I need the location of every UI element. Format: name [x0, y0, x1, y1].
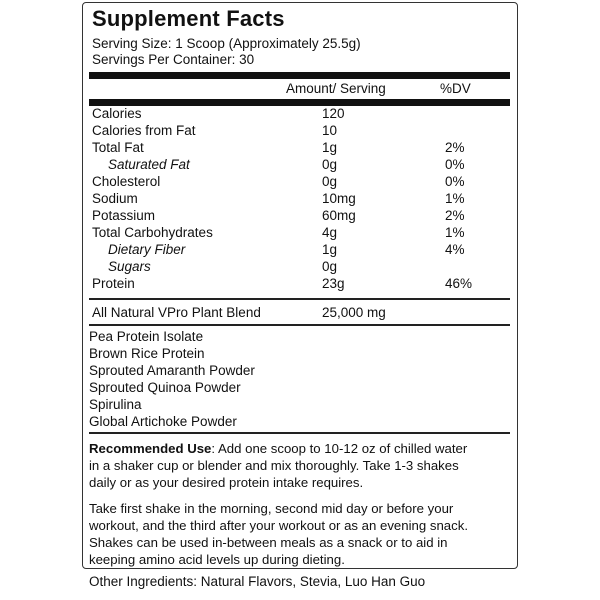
nutrient-amount: 4g: [322, 225, 338, 240]
nutrient-amount: 0g: [322, 157, 338, 172]
column-header-dv: %DV: [440, 81, 471, 96]
nutrient-row: [92, 276, 507, 293]
nutrient-name: Sugars: [108, 259, 151, 274]
instruction-line: Shakes can be used in-between meals as a snack or to aid in: [89, 535, 448, 550]
other-ingredients: Other Ingredients: Natural Flavors, Stevia, Luo Han Guo: [89, 574, 426, 589]
nutrient-amount: 0g: [322, 259, 338, 274]
nutrient-amount: 120: [322, 106, 345, 121]
usage-instructions: [89, 500, 513, 568]
blend-name: All Natural VPro Plant Blend: [92, 305, 261, 320]
blend-ingredient: Sprouted Quinoa Powder: [89, 380, 241, 395]
nutrient-dv: 0%: [445, 174, 465, 189]
nutrient-name: Cholesterol: [92, 174, 161, 189]
nutrient-amount: 0g: [322, 174, 338, 189]
blend-ingredient: Global Artichoke Powder: [89, 414, 237, 429]
nutrient-row: [92, 157, 507, 174]
nutrient-name: Potassium: [92, 208, 156, 223]
blend-ingredient: Brown Rice Protein: [89, 346, 205, 361]
instruction-line: Take first shake in the morning, second mid day or before your: [89, 501, 454, 516]
column-header-amount: Amount/ Serving: [286, 81, 386, 96]
divider: [89, 432, 510, 434]
blend-amount: 25,000 mg: [322, 305, 386, 320]
nutrient-name: Calories from Fat: [92, 123, 196, 138]
nutrient-amount: 1g: [322, 242, 338, 257]
nutrient-row: [92, 225, 507, 242]
nutrient-amount: 23g: [322, 276, 345, 291]
blend-ingredient: Spirulina: [89, 397, 142, 412]
divider: [89, 298, 510, 300]
nutrient-name: Sodium: [92, 191, 138, 206]
nutrient-dv: 1%: [445, 191, 465, 206]
nutrient-row: [92, 259, 507, 276]
nutrient-row: [92, 191, 507, 208]
nutrient-dv: 4%: [445, 242, 465, 257]
instruction-line: workout, and the third after your workout or as an evening snack.: [89, 518, 468, 533]
nutrient-dv: 2%: [445, 208, 465, 223]
nutrient-row: [92, 174, 507, 191]
nutrient-row: [92, 123, 507, 140]
nutrient-dv: 0%: [445, 157, 465, 172]
recommended-use-line: in a shaker cup or blender and mix thoroughly. Take 1-3 shakes: [89, 458, 459, 473]
nutrient-dv: 2%: [445, 140, 465, 155]
nutrient-name: Dietary Fiber: [108, 242, 186, 257]
serving-size: Serving Size: 1 Scoop (Approximately 25.5g): [92, 36, 361, 51]
panel-title: Supplement Facts: [92, 6, 285, 31]
nutrient-name: Total Fat: [92, 140, 144, 155]
nutrient-amount: 1g: [322, 140, 338, 155]
blend-ingredient: Sprouted Amaranth Powder: [89, 363, 255, 378]
nutrient-row: [92, 106, 507, 123]
nutrient-amount: 10mg: [322, 191, 356, 206]
instruction-line: keeping amino acid levels up during dieting.: [89, 552, 345, 567]
nutrient-row: [92, 140, 507, 157]
recommended-use-label: Recommended Use: [89, 441, 212, 456]
recommended-use: [89, 440, 513, 491]
nutrient-row: [92, 242, 507, 259]
nutrient-dv: 46%: [445, 276, 473, 291]
recommended-use-line: daily or as your desired protein intake requires.: [89, 475, 364, 490]
thick-divider: [89, 99, 510, 106]
nutrient-amount: 10: [322, 123, 338, 138]
recommended-use-line: : Add one scoop to 10-12 oz of chilled water: [211, 441, 468, 456]
nutrient-name: Saturated Fat: [108, 157, 190, 172]
nutrient-name: Total Carbohydrates: [92, 225, 213, 240]
blend-row: [92, 305, 507, 322]
blend-ingredient: Pea Protein Isolate: [89, 329, 204, 344]
nutrient-name: Protein: [92, 276, 135, 291]
nutrient-name: Calories: [92, 106, 142, 121]
servings-per-container: Servings Per Container: 30: [92, 52, 255, 67]
thick-divider: [89, 72, 510, 79]
nutrient-amount: 60mg: [322, 208, 356, 223]
nutrient-row: [92, 208, 507, 225]
nutrient-dv: 1%: [445, 225, 465, 240]
divider: [89, 324, 510, 326]
